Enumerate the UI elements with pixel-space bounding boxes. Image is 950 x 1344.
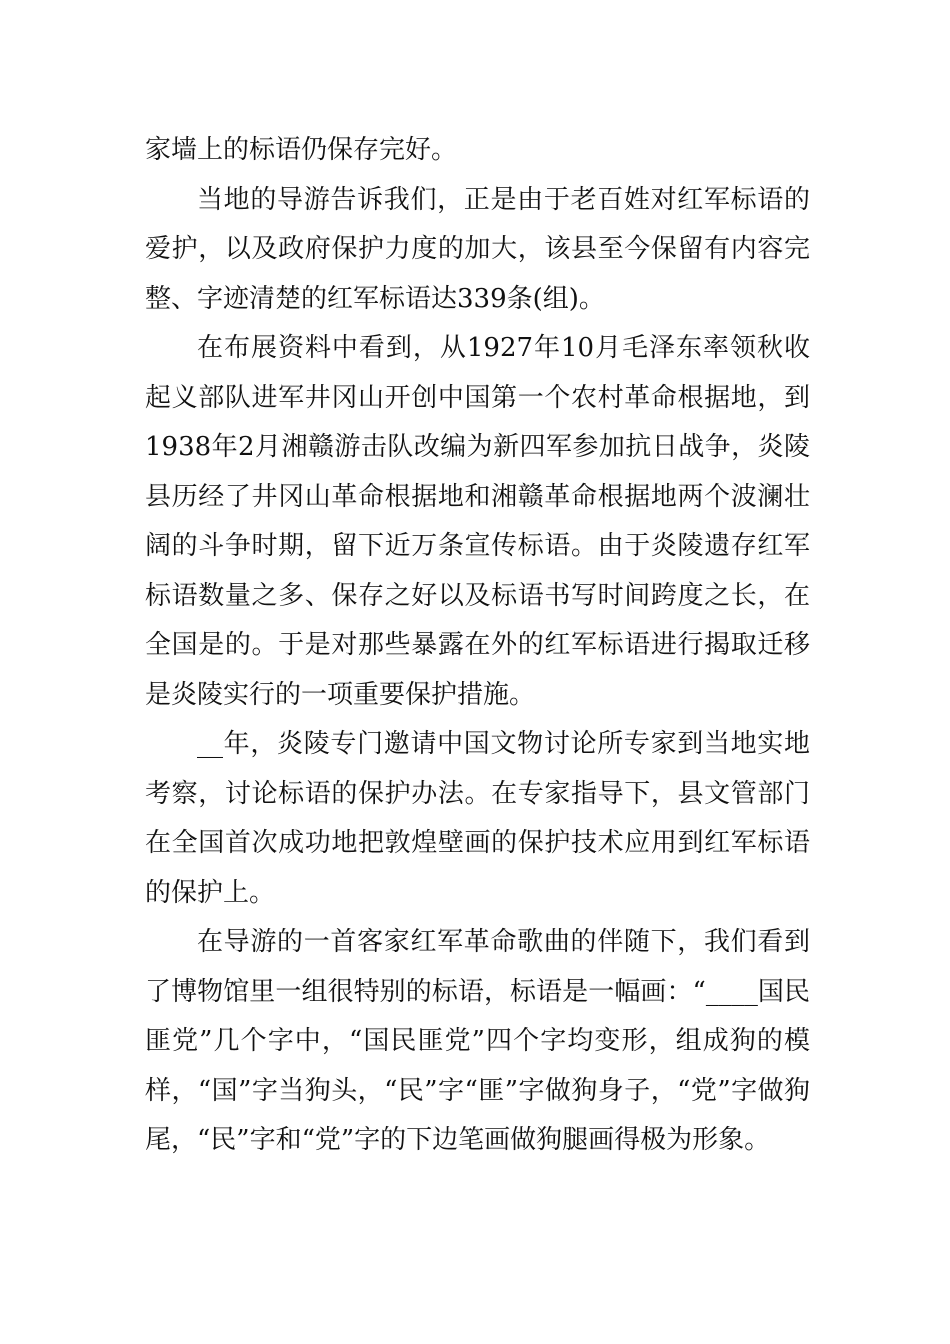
paragraph-special-slogan: 在导游的一首客家红军革命歌曲的伴随下，我们看到了博物馆里一组很特别的标语，标语是一幅画：“____国民匪党”几个字中，“国民匪党”四个字均变形，组成狗的模样，“国”字当狗头，“民”字“匪”字做狗身子，“党”字做狗尾，“民”字和“党”字的下边笔画做狗腿画得极为形象。 bbox=[145, 927, 810, 1155]
paragraph-continuation: 家墙上的标语仍保存完好。 bbox=[145, 135, 458, 165]
document-body bbox=[145, 126, 810, 1166]
paragraph-guide-remarks: 当地的导游告诉我们，正是由于老百姓对红军标语的爱护，以及政府保护力度的加大，该县至今保留有内容完整、字迹清楚的红军标语达339条(组)。 bbox=[145, 184, 810, 314]
paragraph-exhibition-history: 在布展资料中看到，从1927年10月毛泽东率领秋收起义部队进军井冈山开创中国第一个农村革命根据地，到1938年2月湘赣游击队改编为新四军参加抗日战争，炎陵县历经了井冈山革命根据地和湘赣革命根据地两个波澜壮阔的斗争时期，留下近万条宣传标语。由于炎陵遗存红军标语数量之多、保存之好以及标语书写时间跨度之长，在全国是的。于是对那些暴露在外的红军标语进行揭取迁移是炎陵实行的一项重要保护措施。 bbox=[145, 333, 810, 710]
paragraph-conservation-method: __年，炎陵专门邀请中国文物讨论所专家到当地实地考察，讨论标语的保护办法。在专家指导下，县文管部门在全国首次成功地把敦煌壁画的保护技术应用到红军标语的保护上。 bbox=[145, 729, 810, 908]
